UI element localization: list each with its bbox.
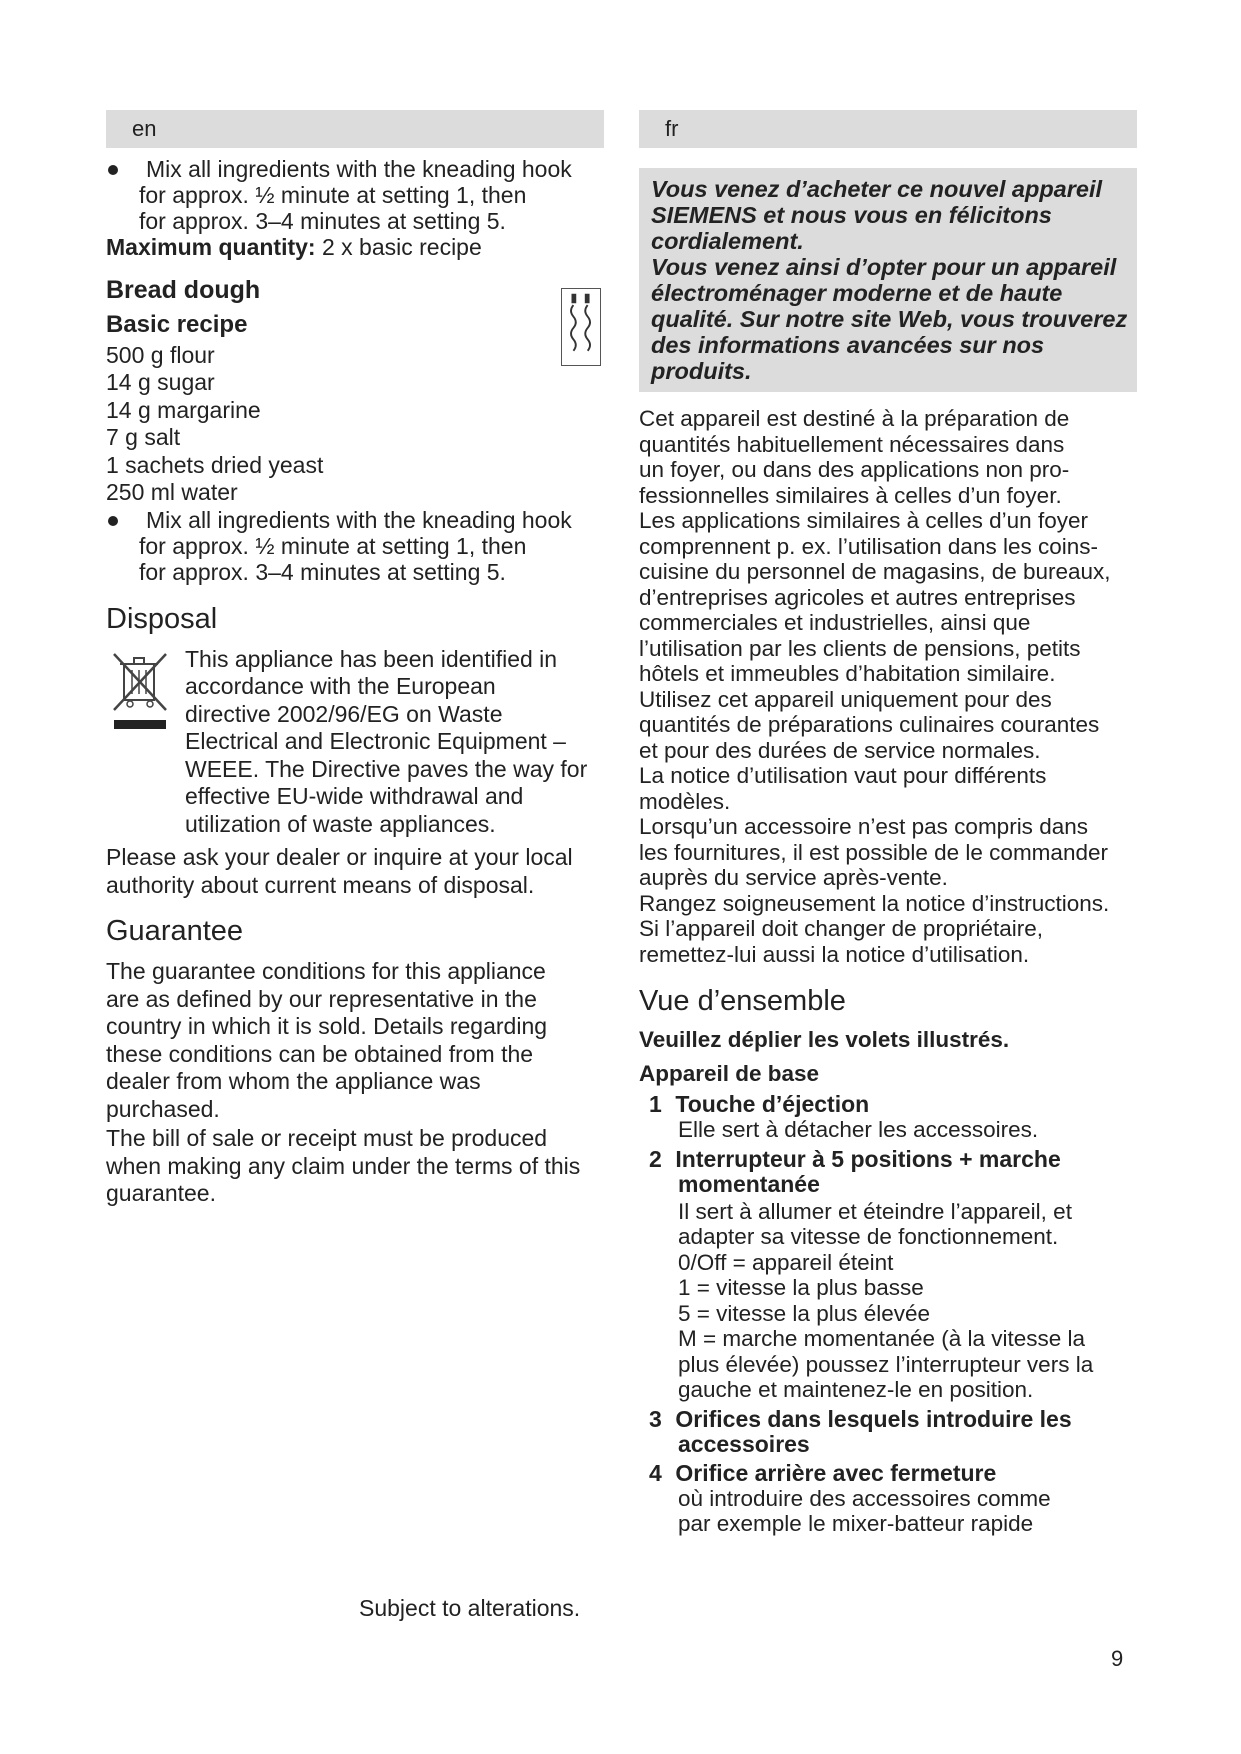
fr-line: comprennent p. ex. l’utilisation dans les coins- <box>639 533 1098 559</box>
fr-line: auprès du service après-vente. <box>639 865 948 890</box>
item-line: par exemple le mixer-batteur rapide <box>678 1511 1034 1536</box>
fr-body <box>639 406 1137 967</box>
ingredient: 500 g flour <box>106 341 215 368</box>
item-line: où introduire des accessoires comme <box>678 1485 1051 1511</box>
item-title <box>639 1147 1137 1172</box>
disposal-line: Electrical and Electronic Equipment – <box>185 728 566 754</box>
item-title <box>639 1407 1137 1432</box>
fr-line: quantités de préparations culinaires courantes <box>639 712 1100 737</box>
fr-line: Cet appareil est destiné à la préparation de <box>639 406 1070 431</box>
item-line: M = marche momentanée (à la vitesse la <box>678 1326 1086 1351</box>
intro-line: Vous venez d’acheter ce nouvel appareil <box>651 176 1103 202</box>
item-title-text: Orifices dans lesquels introduire les <box>675 1405 1072 1432</box>
disposal-after-line: authority about current means of disposal. <box>106 871 535 898</box>
subject-to-alterations: Subject to alterations. <box>359 1595 581 1621</box>
guarantee-line: country in which it is sold. Details regarding <box>106 1013 548 1039</box>
disposal-after-line: Please ask your dealer or inquire at your local <box>106 844 573 870</box>
fr-line: hôtels et immeubles d’habitation similaire. <box>639 661 1056 686</box>
overview-item-4 <box>639 1461 1137 1537</box>
fr-line: les fournitures, il est possible de le commander <box>639 839 1108 865</box>
fr-line: Utilisez cet appareil uniquement pour des <box>639 686 1052 712</box>
item-title-text: Interrupteur à 5 positions + marche <box>675 1145 1061 1172</box>
item-title <box>639 1092 1137 1117</box>
fr-line: modèles. <box>639 788 731 814</box>
intro-line: électroménager moderne et de haute <box>651 280 1063 306</box>
item-line: Elle sert à détacher les accessoires. <box>678 1117 1039 1142</box>
kneading-hook-icon <box>561 288 601 366</box>
bullet-dot <box>108 516 118 526</box>
max-label: Maximum quantity: <box>106 234 316 260</box>
item-number: 1 <box>649 1091 662 1117</box>
mix-line: for approx. 3–4 minutes at setting 5. <box>139 208 506 234</box>
intro-line: SIEMENS et nous vous en félicitons <box>651 202 1052 228</box>
disposal-after-block <box>106 844 604 899</box>
ingredient: 1 sachets dried yeast <box>106 451 324 478</box>
intro-line: cordialement. <box>651 228 804 254</box>
fr-line: fessionnelles similaires à celles d’un foyer. <box>639 482 1062 508</box>
item-line: gauche et maintenez-le en position. <box>678 1377 1034 1402</box>
fr-line: Les applications similaires à celles d’un foyer <box>639 508 1088 533</box>
disposal-line: directive 2002/96/EG on Waste <box>185 700 503 727</box>
weee-crossed-bin-icon <box>110 650 172 734</box>
disposal-heading: Disposal <box>106 602 218 635</box>
fr-line: d’entreprises agricoles et autres entreprises <box>639 584 1076 610</box>
disposal-line: utilization of waste appliances. <box>185 810 496 837</box>
ingredient: 14 g margarine <box>106 396 261 423</box>
intro-line: qualité. Sur notre site Web, vous trouverez <box>651 306 1128 332</box>
basic-recipe-heading: Basic recipe <box>106 310 248 338</box>
item-title <box>639 1461 1137 1486</box>
fr-line: Si l’appareil doit changer de propriétaire, <box>639 916 1043 941</box>
max-quantity <box>106 234 604 262</box>
mix-instruction-2 <box>106 507 604 585</box>
unfold-instruction: Veuillez déplier les volets illustrés. <box>639 1027 1010 1052</box>
fr-line: et pour des durées de service normales. <box>639 737 1041 763</box>
item-line: 1 = vitesse la plus basse <box>678 1275 924 1300</box>
disposal-line: WEEE. The Directive paves the way for <box>185 755 588 782</box>
bread-section <box>106 276 604 507</box>
item-line: Il sert à allumer et éteindre l’appareil, et <box>678 1198 1072 1224</box>
lang-header-fr: fr <box>639 110 1137 148</box>
fr-line: Rangez soigneusement la notice d’instructions. <box>639 890 1110 916</box>
mix-line: for approx. 3–4 minutes at setting 5. <box>139 558 506 585</box>
item-title-text: Touche d’éjection <box>675 1091 870 1117</box>
ingredient: 7 g salt <box>106 424 181 450</box>
mix-line: for approx. ½ minute at setting 1, then <box>139 182 527 208</box>
item-number: 3 <box>649 1405 662 1432</box>
overview-heading: Vue d’ensemble <box>639 985 846 1017</box>
fr-line: cuisine du personnel de magasins, de bureaux, <box>639 559 1111 584</box>
fr-line: l’utilisation par les clients de pensions, petits <box>639 635 1081 661</box>
max-value: 2 x basic recipe <box>315 234 482 260</box>
guarantee-line: guarantee. <box>106 1180 216 1206</box>
guarantee-line: dealer from whom the appliance was <box>106 1068 481 1094</box>
ingredient: 14 g sugar <box>106 369 215 395</box>
mix-instruction-1 <box>106 156 604 234</box>
ingredient: 250 ml water <box>106 479 238 505</box>
disposal-line: accordance with the European <box>185 673 496 699</box>
item-title-cont: momentanée <box>678 1170 820 1197</box>
item-line: adapter sa vitesse de fonctionnement. <box>678 1224 1059 1249</box>
overview-item-1 <box>639 1092 1137 1143</box>
guarantee-line: when making any claim under the terms of this <box>106 1152 581 1179</box>
intro-line: des informations avancées sur nos produits. <box>651 332 1045 384</box>
fr-line: commerciales et industrielles, ainsi que <box>639 610 1031 635</box>
base-heading: Appareil de base <box>639 1061 820 1086</box>
mix-line: Mix all ingredients with the kneading hook <box>146 156 572 182</box>
item-line: plus élevée) poussez l’interrupteur vers la <box>678 1351 1094 1377</box>
english-column <box>106 110 604 1208</box>
lang-header-en: en <box>106 110 604 148</box>
fr-line: La notice d’utilisation vaut pour différents <box>639 763 1047 788</box>
item-title-text: Orifice arrière avec fermeture <box>675 1459 997 1486</box>
page-number: 9 <box>1111 1646 1124 1671</box>
mix-line: Mix all ingredients with the kneading hook <box>146 506 572 533</box>
item-line: 0/Off = appareil éteint <box>678 1249 894 1275</box>
disposal-block <box>106 646 604 839</box>
guarantee-line: The guarantee conditions for this appliance <box>106 958 546 984</box>
bullet-dot <box>108 165 118 175</box>
intro-box <box>639 168 1137 392</box>
guarantee-heading: Guarantee <box>106 915 244 947</box>
guarantee-line: The bill of sale or receipt must be produced <box>106 1125 548 1151</box>
item-line: 5 = vitesse la plus élevée <box>678 1300 931 1326</box>
guarantee-line: are as defined by our representative in the <box>106 985 537 1012</box>
french-column <box>639 110 1137 1537</box>
bread-heading: Bread dough <box>106 275 261 304</box>
fr-line: Lorsqu’un accessoire n’est pas compris dans <box>639 814 1088 839</box>
disposal-line: effective EU-wide withdrawal and <box>185 783 524 809</box>
item-title-cont: accessoires <box>678 1430 810 1457</box>
disposal-line: This appliance has been identified in <box>185 645 558 672</box>
fr-line: remettez-lui aussi la notice d’utilisation. <box>639 941 1030 967</box>
item-number: 4 <box>649 1459 662 1486</box>
fr-line: quantités habituellement nécessaires dans <box>639 431 1065 457</box>
overview-item-3 <box>639 1407 1137 1457</box>
guarantee-line: these conditions can be obtained from the <box>106 1040 534 1067</box>
mix-line: for approx. ½ minute at setting 1, then <box>139 532 527 559</box>
item-number: 2 <box>649 1145 662 1172</box>
fr-line: un foyer, ou dans des applications non pro- <box>639 457 1070 482</box>
guarantee-line: purchased. <box>106 1095 220 1122</box>
overview-item-2 <box>639 1147 1137 1403</box>
intro-line: Vous venez ainsi d’opter pour un appareil <box>651 254 1117 280</box>
